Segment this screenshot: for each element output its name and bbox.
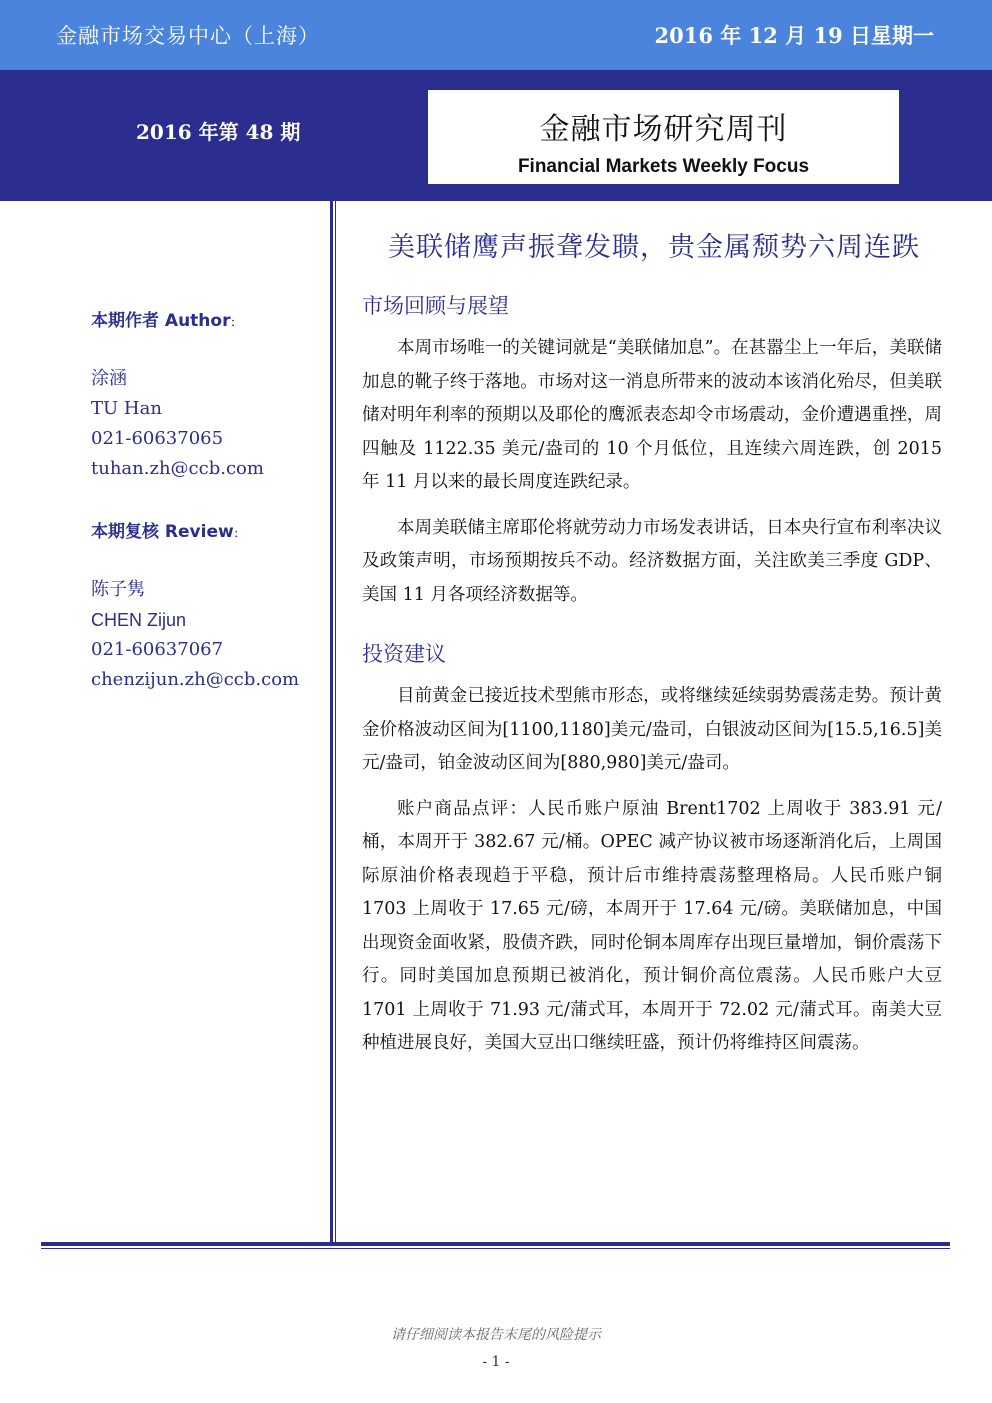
sidebar [91, 306, 326, 695]
author-email[interactable]: tuhan.zh@ccb.com [91, 458, 264, 479]
reviewer-phone: 021-60637067 [91, 639, 224, 660]
issue-number: 2016 年第 48 期 [136, 120, 301, 144]
section-market-review: 市场回顾与展望 [362, 294, 509, 318]
bottom-rule [41, 1242, 950, 1246]
publication-title-zh: 金融市场研究周刊 [539, 112, 788, 147]
publication-title-en: Financial Markets Weekly Focus [517, 156, 810, 177]
paragraph: 本周美联储主席耶伦将就劳动力市场发表讲话，日本央行宣布利率决议及政策声明，市场预期按兵不动。经济数据方面，关注欧美三季度 GDP、美国 11 月各项经济数据等。 [362, 517, 942, 605]
risk-notice: 请仔细阅读本报告末尾的风险提示 [391, 1327, 601, 1343]
bottom-rule-thin [41, 1248, 950, 1249]
paragraph: 本周市场唯一的关键词就是“美联储加息”。在甚嚣尘上一年后，美联储加息的靴子终于落地。市场对这一消息所带来的波动本该消化殆尽，但美联储对明年利率的预期以及耶伦的鹰派表态却令市场震动，金价遭遇重挫，周四触及 1122.35 美元/盎司的 10 个月低位，且连续六周连跌，创 2015 年 11 月以来的最长周度连跌纪录。 [362, 338, 942, 492]
title-band [0, 70, 992, 201]
report-date: 2016 年 12 月 19 日星期一 [654, 23, 934, 48]
org-name: 金融市场交易中心（上海） [56, 24, 320, 48]
section-investment-advice: 投资建议 [362, 642, 446, 666]
paragraph: 目前黄金已接近技术型熊市形态，或将继续延续弱势震荡走势。预计黄金价格波动区间为[1100,1180]美元/盎司，白银波动区间为[15.5,16.5]美元/盎司，铂金波动区间为[880,980]美元/盎司。 [362, 686, 942, 773]
reviewer-name-zh: 陈子隽 [91, 579, 145, 600]
main-content [362, 225, 942, 1061]
column-divider-thin [335, 201, 336, 1244]
page-number: - 1 - [482, 1354, 510, 1370]
top-banner [0, 0, 992, 70]
column-divider [330, 201, 333, 1244]
headline: 美联储鹰声振聋发聩，贵金属颓势六周连跌 [388, 232, 920, 263]
author-name-en: TU Han [91, 398, 162, 419]
author-phone: 021-60637065 [91, 428, 224, 449]
review-heading: 本期复核 Review： [91, 522, 245, 542]
author-heading: 本期作者 Author： [91, 311, 242, 331]
author-name-zh: 涂涵 [91, 368, 127, 389]
reviewer-email[interactable]: chenzijun.zh@ccb.com [91, 669, 300, 690]
title-box [428, 90, 899, 184]
paragraph: 账户商品点评：人民币账户原油 Brent1702 上周收于 383.91 元/桶，本周开于 382.67 元/桶。OPEC 减产协议被市场逐渐消化后，上周国际原油价格表现趋于平稳，预计后市维持震荡整理格局。人民币账户铜 1703 上周收于 17.65 元/磅，本周开于 17.64 元/磅。美联储加息，中国出现资金面收紧，股债齐跌，同时伦铜本周库存出现巨量增加，铜价震荡下行。同时美国加息预期已被消化，预计铜价高位震荡。人民币账户大豆 1701 上周收于 71.93 元/蒲式耳，本周开于 72.02 元/蒲式耳。南美大豆种植进展良好，美国大豆出口继续旺盛，预计仍将维持区间震荡。 [362, 798, 942, 1053]
reviewer-name-en: CHEN Zijun [91, 610, 187, 630]
